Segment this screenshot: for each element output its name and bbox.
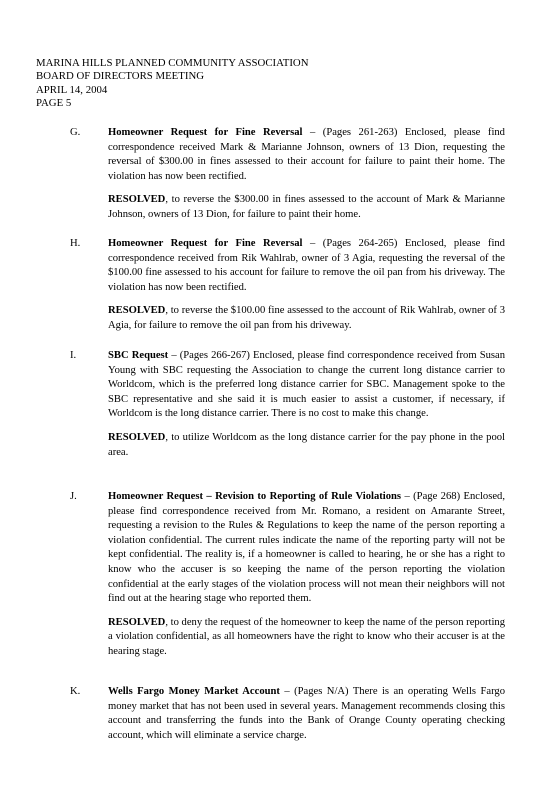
resolution-text: , to reverse the $100.00 fine assessed to the account of Rik Wahlrab, owner of 3 Agia, for failure to remove the oil pan from his driveway. (108, 305, 505, 331)
item-title: Homeowner Request – Revision to Reporting of Rule Violations (108, 491, 402, 502)
item-text: – (Pages 261-263) Enclosed, please find correspondence received Mark & Marianne Johnson, owners of 13 Dion, requesting the reversal of $300.00 in fines assessed to their account for failure to paint their home. The violation has now been rectified. (108, 127, 505, 182)
agenda-item-g (36, 126, 505, 232)
resolution-text: , to utilize Worldcom as the long distance carrier for the pay phone in the pool area. (108, 431, 505, 458)
item-description (108, 237, 505, 295)
item-description (108, 126, 505, 184)
meeting-date: APRIL 14, 2004 (36, 83, 108, 96)
resolved-label: RESOLVED (108, 616, 166, 628)
item-letter: G. (70, 127, 81, 138)
item-text: – (Pages 266-267) Enclosed, please find correspondence received from Susan Young with SBC requesting the Association to change the current long distance carrier to Worldcom, which is the preferred long distance carrier for SBC. Management spoke to the SBC representative and she said it is much easier to assist a customer, if necessary, if Worldcom is the long distance carrier. There is no cost to make this change. (108, 350, 505, 420)
item-title: SBC Request (108, 350, 169, 361)
agenda-item-i (36, 349, 505, 469)
item-letter: H. (70, 238, 81, 249)
item-title: Homeowner Request for Fine Reversal (108, 127, 303, 138)
resolved-label: RESOLVED (108, 305, 166, 317)
document-header (36, 57, 496, 111)
item-description (108, 349, 505, 422)
agenda-item-j (36, 490, 505, 669)
resolved-label: RESOLVED (108, 194, 166, 206)
association-name: MARINA HILLS PLANNED COMMUNITY ASSOCIATION (36, 57, 309, 69)
agenda-item-k (36, 685, 505, 752)
item-letter: I. (70, 350, 77, 361)
item-title: Homeowner Request for Fine Reversal (108, 238, 303, 249)
item-text: – (Pages N/A) There is an operating Wells Fargo money market that has not been used in several years. Management recommends closing this account and transferring the funds into the Bank of Orange County operating checking account, which will eliminate a service charge. (108, 686, 505, 741)
resolution (108, 431, 505, 460)
item-title: Wells Fargo Money Market Account (108, 686, 280, 697)
resolution (108, 616, 505, 660)
item-text: – (Pages 264-265) Enclosed, please find correspondence received from Rik Wahlrab, owner of 3 Agia, requesting the reversal of the $100.00 fine assessed to his account for failure to remove the oil pan from his driveway. The violation has now been rectified. (108, 238, 505, 293)
resolved-label: RESOLVED (108, 431, 166, 443)
resolution (108, 304, 505, 333)
item-letter: K. (70, 686, 81, 697)
item-text: – (Page 268) Enclosed, please find correspondence received from Mr. Romano, a resident on Amarante Street, requesting a revision to the Rules & Regulations to keep the name of the person reporting a violation confidential. The current rules indicate the name of the reporting party will not be kept confidential. The reality is, if a homeowner is called to hearing, he or she has a right to know who the accuser is so keeping the name of the person reporting the violation confidential at the early stages of the violation process will not mean their neighbors will not find out at the hearing stage who reported them. (108, 491, 505, 605)
resolution (108, 193, 505, 222)
agenda-item-h (36, 237, 505, 343)
resolution-text: , to deny the request of the homeowner to keep the name of the person reporting a violation confidential, as all homeowners have the right to know who their accuser is at the hearing stage. (108, 616, 505, 657)
meeting-title: BOARD OF DIRECTORS MEETING (36, 70, 205, 83)
item-description (108, 490, 505, 607)
item-description (108, 685, 505, 743)
item-letter: J. (70, 491, 77, 502)
page-number: PAGE 5 (36, 97, 72, 110)
resolution-text: , to reverse the $300.00 in fines assessed to the account of Mark & Marianne Johnson, owners of 13 Dion, for failure to paint their home. (108, 194, 505, 220)
